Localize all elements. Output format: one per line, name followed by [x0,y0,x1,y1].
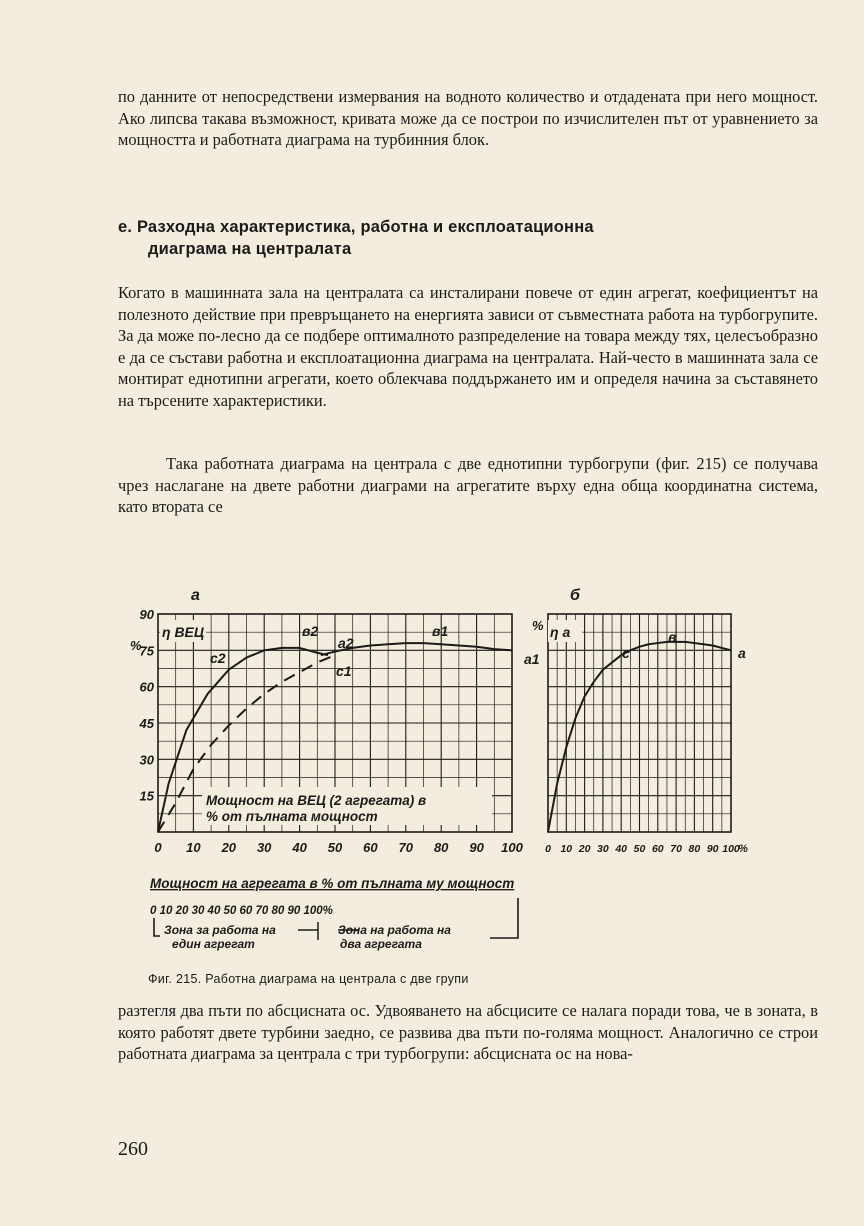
panel-b-x-tick-label: 10 [560,843,573,855]
point-label-c: с [622,645,630,661]
figure-215 [128,578,828,978]
panel-a-x-tick-label: 10 [186,840,201,855]
point-label-b2: в2 [302,623,319,639]
figure-svg [128,578,828,978]
point-label-c1: с1 [336,663,352,679]
panel-a-y-tick-label: 90 [139,607,154,622]
panel-b-x-tick-label: 20 [578,843,591,855]
panel-b-x-tick-label: 40 [615,843,628,855]
panel-b-x-tick-label: 100 [722,843,740,855]
panel-a-y-tick-label: 30 [139,752,154,768]
panel-b-x-tick-label: 60 [651,843,664,855]
panel-a-y-tick-label: 75 [139,643,154,659]
panel-b-x-tick-label: 50 [633,843,646,855]
page-number: 260 [118,1138,148,1160]
panel-a-y-tick-label: 60 [139,679,154,695]
panel-b-x-tick-label: 70 [670,843,682,855]
panel-b-x-unit: % [738,843,748,855]
panel-a-x-tick-label: 50 [327,840,343,855]
panel-a-x-tick-label: 80 [433,840,449,855]
panel-a-ylabel: η ВЕЦ [162,624,205,640]
panel-a [130,587,540,951]
panel-label-b: б [570,587,580,604]
panel-b-x-tick-label: 0 [545,843,551,855]
point-label-c2: с2 [210,650,226,666]
panel-b-y-unit: % [532,618,544,633]
point-label-a2: а2 [338,635,354,651]
panel-label-a: а [191,587,200,604]
panel-a-y-unit: % [130,638,142,653]
panel-b-x-tick-label: 80 [688,843,701,855]
panel-a-x-tick-label: 100 [501,840,523,855]
heading-line-2: диаграма на централата [148,240,352,258]
paragraph-1: Когато в машинната зала на централата са инсталирани повече от един агрегат, коефициентът на полезното действие при превръщането на енергията зависи от съвместната работа на турбогрупите. За да може по-лесно да се подбере оптималното разпределение на товара между тях, целесъобразно е да се състави работна и експлоатационна диаграма на централата. Най-често в машинната зала се монтират еднотипни агрегати, което облекчава поддържането им и определя начина за съставянето на търсените характеристики. [118,283,818,410]
panel-a-x-tick-label: 40 [292,840,307,855]
panel-a-x-tick-label: 20 [221,840,237,855]
zone-two-bracket-right [490,898,518,938]
paragraph-end: разтегля два пъти по абсцисната ос. Удвояването на абсцисите се налага поради това, че в зоната, в която работят двете турбини заедно, се развива два пъти по-голяма мощност. Аналогично се строи работната диаграма за централа с три турбогрупи: абсцисната ос на нова- [118,1001,818,1064]
panel-a-x-tick-label: 90 [469,840,484,855]
zone-one-line1: Зона за работа на [164,923,276,937]
panel-a-y-tick-label: 45 [139,716,154,731]
panel-a-x-ticks [154,840,523,855]
figure-caption: Фиг. 215. Работна диаграма на централа с две групи [148,972,469,986]
panel-b-x-tick-label: 30 [597,843,609,855]
point-label-a1: а1 [524,651,540,667]
panel-a-x-tick-label: 30 [256,840,272,855]
point-label-b: в [668,629,677,645]
panel-a-y-ticks [139,607,155,804]
zone-two-line2: два агрегата [340,937,422,951]
zone-two-line1: Зона на работа на [338,923,451,937]
panel-b [532,587,748,855]
panel-a-x-tick-label: 0 [154,840,162,855]
paragraph-2: Така работната диаграма на централа с две еднотипни турбогрупи (фиг. 215) се получава чрез наслагане на двете работни диаграми на агрегатите върху една обща координатна система, като втората се [118,454,818,517]
paragraph-continuation: по данните от непосредствени измервания на водното количество и отдадената при него мощност. Ако липсва такава възможност, кривата може да се построи по изчислителен път от уравнението за мощността и работната диаграма на турбинния блок. [118,87,818,150]
zone-one-line2: един агрегат [172,937,255,951]
heading-line-1: е. Разходна характеристика, работна и експлоатационна [118,218,594,236]
panel-a-x-tick-label: 70 [398,840,414,855]
panel-a-x-tick-label: 60 [363,840,378,855]
point-label-b1: в1 [432,623,449,639]
zone-one-bracket-left [154,918,160,936]
section-heading [118,216,818,260]
panel-a-inner-label-line2: % от пълната мощност [206,809,378,824]
point-label-a: а [738,645,746,661]
panel-a-y-tick-label: 15 [139,788,154,804]
panel-b-x-ticks [545,843,748,855]
panel-a-xlabel: Мощност на агрегата в % от пълната му мощност [150,876,515,891]
panel-b-ylabel: η а [550,624,571,640]
secondary-axis-ticks: 0 10 20 30 40 50 60 70 80 90 100% [150,905,333,917]
panel-a-inner-label-line1: Мощност на ВЕЦ (2 агрегата) в [206,793,427,808]
panel-b-x-tick-label: 90 [706,843,719,855]
